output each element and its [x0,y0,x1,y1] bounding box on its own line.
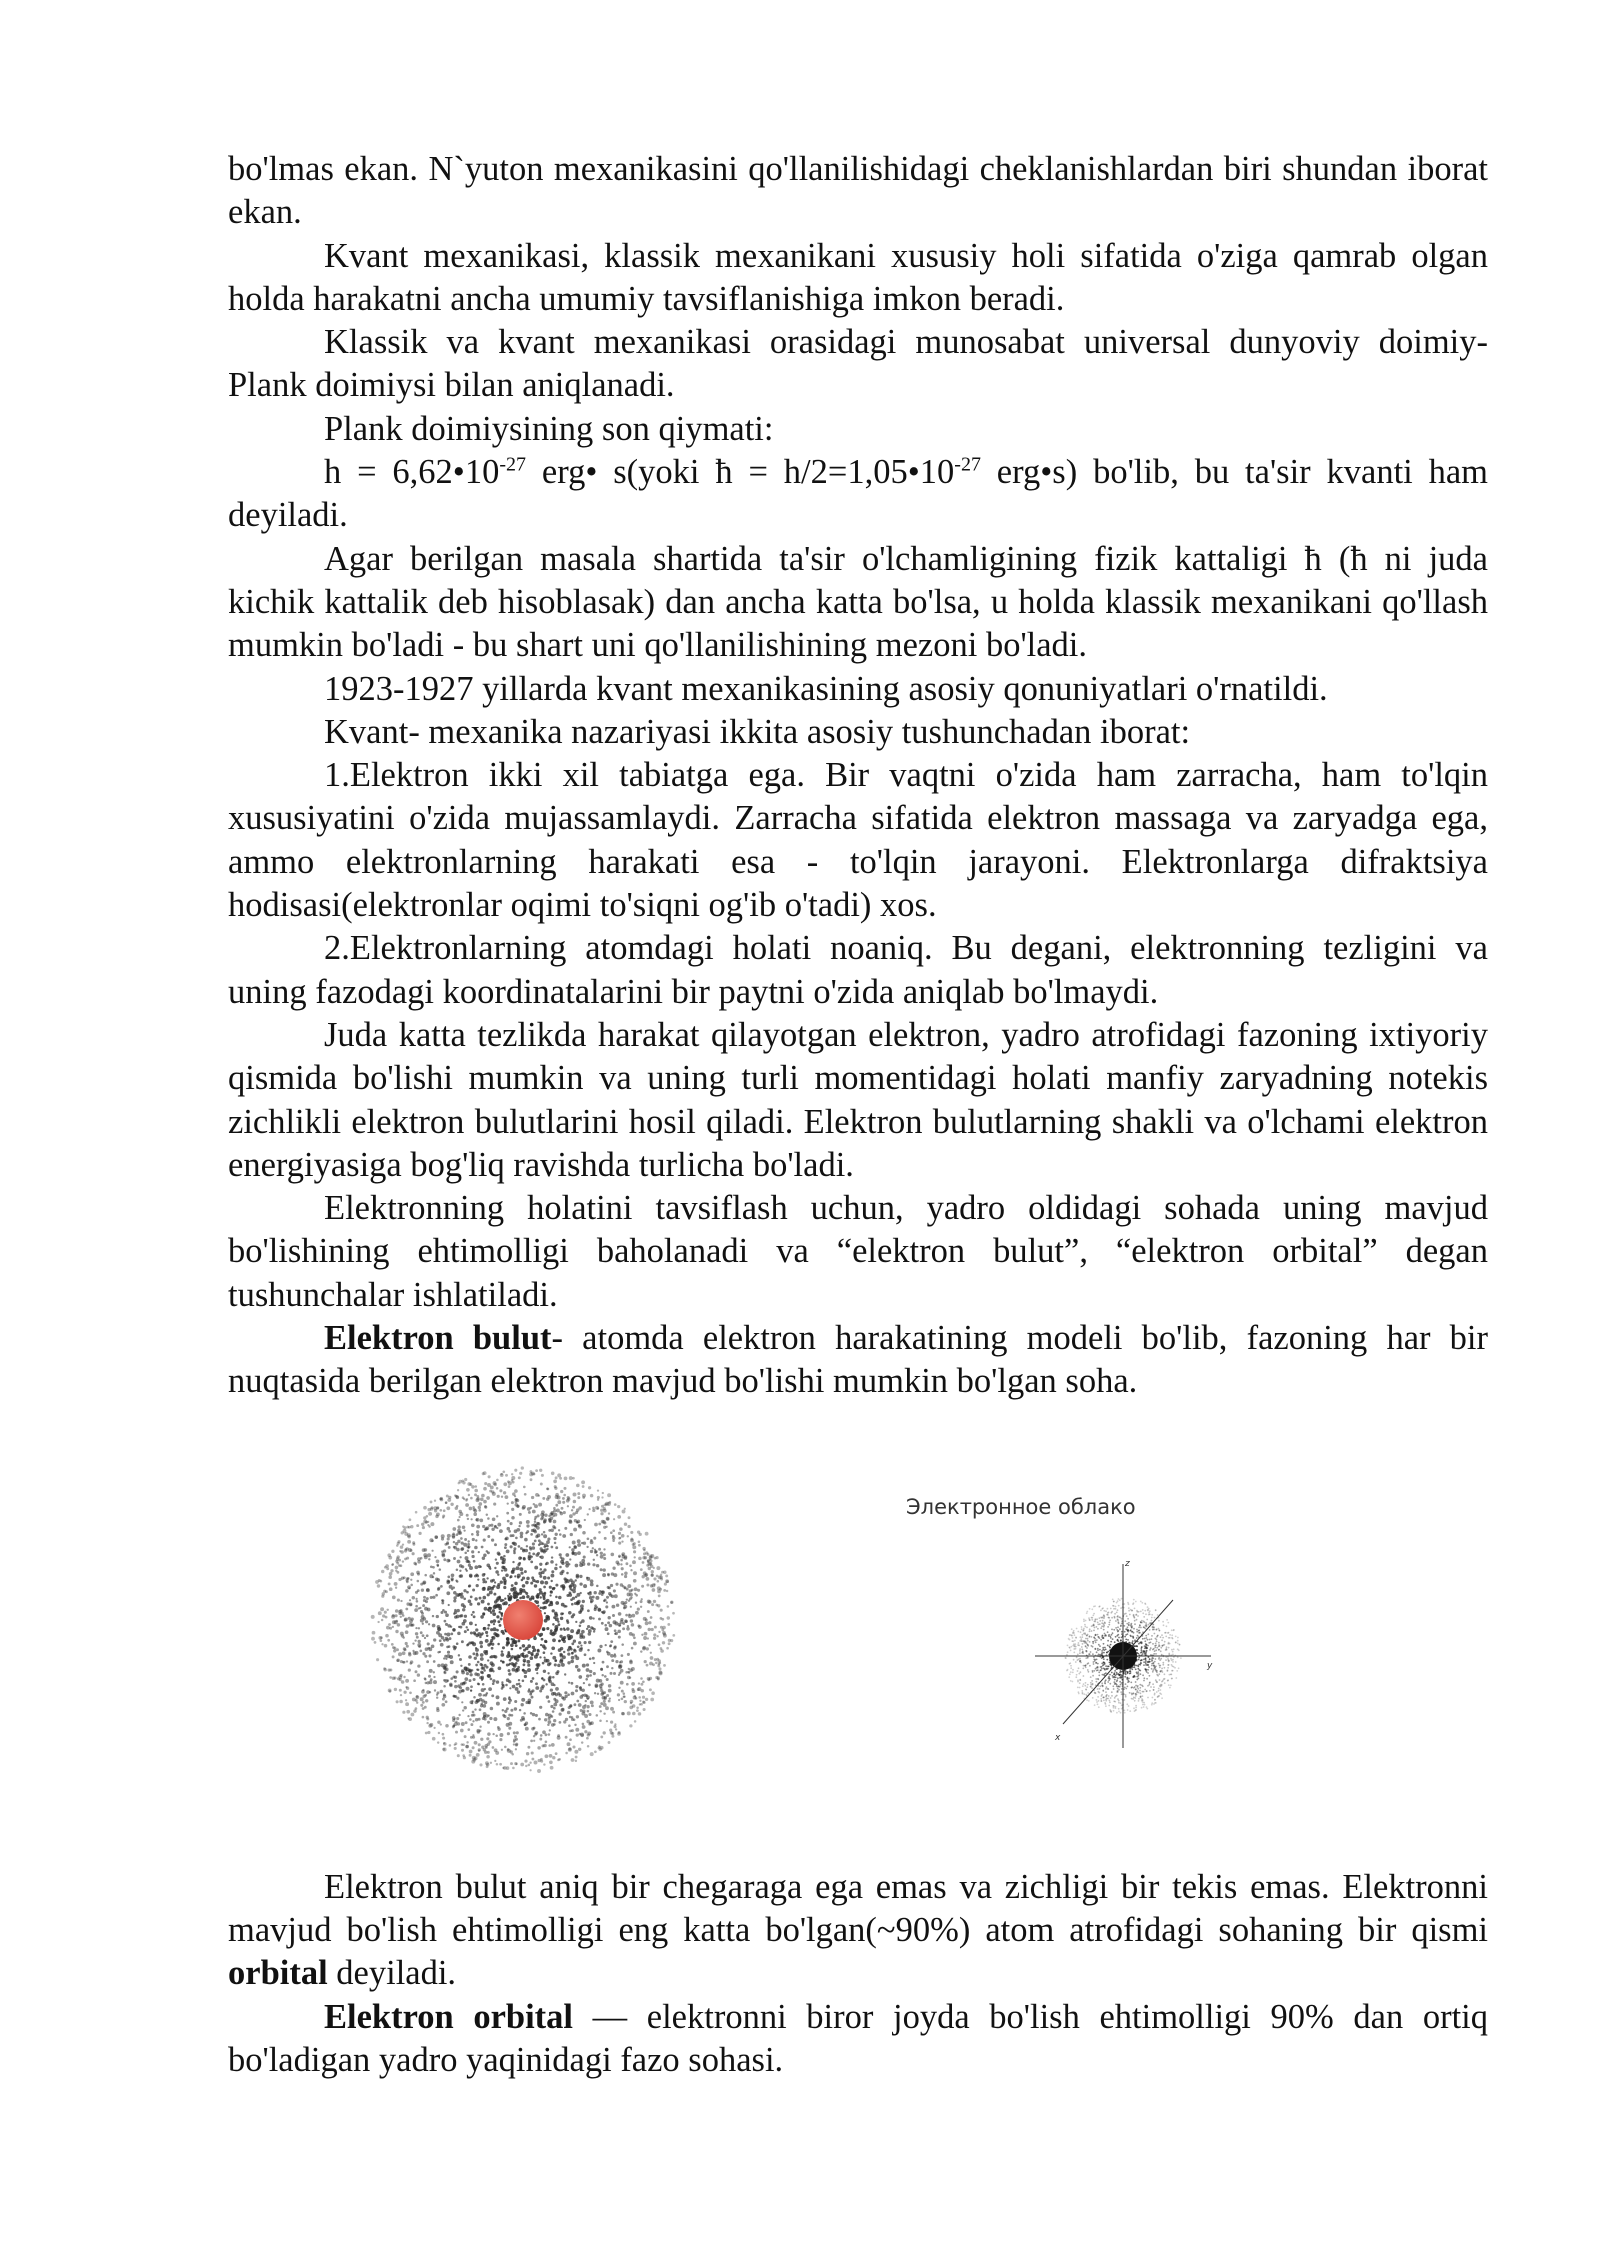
electron-cloud-illustration [363,1460,683,1780]
document-page [228,148,1488,2082]
axis-label-y: y [1207,1660,1213,1671]
orbital-definition-text: — elektronni biror joyda bo'lish ehtimolligi 90% dan ortiq bo'ladigan yadro yaqinidagi fazo sohasi. [228,1997,1489,2079]
paragraph-electron-orbital-definition [228,1996,1488,2083]
figures-row [228,1438,1488,1840]
paragraph-11: Juda katta tezlikda harakat qilayotgan elektron, yadro atrofidagi fazoning ixtiyoriy qismida bo'lishi mumkin va uning turli momentidagi holati manfiy zaryadning notekis zichlikli elektron bulutlarini hosil qiladi. Elektron bulutlarning shakli va o'lchami elektron energiyasiga bog'liq ravishda turlicha bo'ladi. [228,1015,1488,1184]
paragraph-10: 2.Elektronlarning atomdagi holati noaniq. Bu degani, elektronning tezligini va uning fazodagi koordinatalarini bir paytni o'zida aniqlab bo'lmaydi. [228,929,1488,1011]
coordinate-axes [1035,1564,1211,1748]
term-orbital: orbital [228,1954,328,1993]
electron-cloud-axes-diagram [1023,1556,1223,1756]
formula-exponent-2: -27 [954,453,981,476]
term-electron-cloud: Elektron bulut [324,1319,552,1358]
paragraph-6: Agar berilgan masala shartida ta'sir o'lchamligining fizik kattaligi ħ (ħ ni juda kichik kattalik deb hisoblasak) dan ancha katta bo'lsa, u holda klassik mexanikani qo'llash mumkin bo'ladi - bu shart uni qo'llanilishining mezoni bo'ladi. [228,539,1488,665]
paragraph-2: Kvant mexanikasi, klassik mexanikani xususiy holi sifatida o'ziga qamrab olgan holda harakatni ancha umumiy tavsiflanishiga imkon beradi. [228,236,1488,318]
paragraph-7: 1923-1927 yillarda kvant mexanikasining asosiy qonuniyatlari o'rnatildi. [324,669,1328,708]
paragraph-8: Kvant- mexanika nazariyasi ikkita asosiy tushunchadan iborat: [324,712,1191,751]
formula-part-a: h = 6,62•10 [324,453,500,492]
term-electron-orbital: Elektron orbital [324,1997,574,2036]
formula-part-c: erg•s) bo'lib, bu ta'sir kvanti ham deyiladi. [228,453,1488,535]
paragraph-4: Plank doimiysining son qiymati: [324,409,774,448]
paragraph-12: Elektronning holatini tavsiflash uchun, yadro oldidagi sohada uning mavjud bo'lishining ehtimolligi baholanadi va “elektron bulut”, “elektron orbital” degan tushunchalar ishlatiladi. [228,1189,1488,1314]
orbital-text-b: deyiladi. [327,1954,457,1993]
definition-text: - atomda elektron harakatining modeli bo'lib, fazoning har bir nuqtasida berilgan elektron mavjud bo'lishi mumkin bo'lgan soha. [228,1319,1488,1401]
paragraph-1: bo'lmas ekan. N`yuton mexanikasini qo'llanilishidagi cheklanishlardan biri shundan iborat ekan. [228,150,1488,232]
figure-caption: Электронное облако [906,1494,1136,1519]
paragraph-9: 1.Elektron ikki xil tabiatga ega. Bir vaqtni o'zida ham zarracha, ham to'lqin xususiyatini o'zida mujassamlaydi. Zarracha sifatida elektron massaga va zaryadga ega, ammo elektronlarning harakati esa - to'lqin jarayoni. Elektronlarga difraktsiya hodisasi(elektronlar oqimi to'siqni og'ib o'tadi) xos. [228,756,1488,925]
axis-label-x: x [1055,1732,1061,1743]
orbital-text-a: Elektron bulut aniq bir chegaraga ega emas va zichligi bir tekis emas. Elektronni mavjud bo'lish ehtimolligi eng katta bo'lgan(~90%) atom atrofidagi sohaning bir qismi [228,1867,1488,1949]
nucleus [503,1600,543,1640]
paragraph-14 [228,1866,1488,1996]
axis-label-z: z [1125,1558,1130,1569]
formula-exponent-1: -27 [499,453,527,476]
formula-part-b: erg• s(yoki ħ = h/2=1,05•10 [526,453,955,492]
paragraph-electron-cloud-definition [228,1317,1488,1404]
paragraph-3: Klassik va kvant mexanikasi orasidagi munosabat universal dunyoviy doimiy- Plank doimiysi bilan aniqlanadi. [228,323,1488,405]
paragraph-planck-formula [228,451,1488,538]
